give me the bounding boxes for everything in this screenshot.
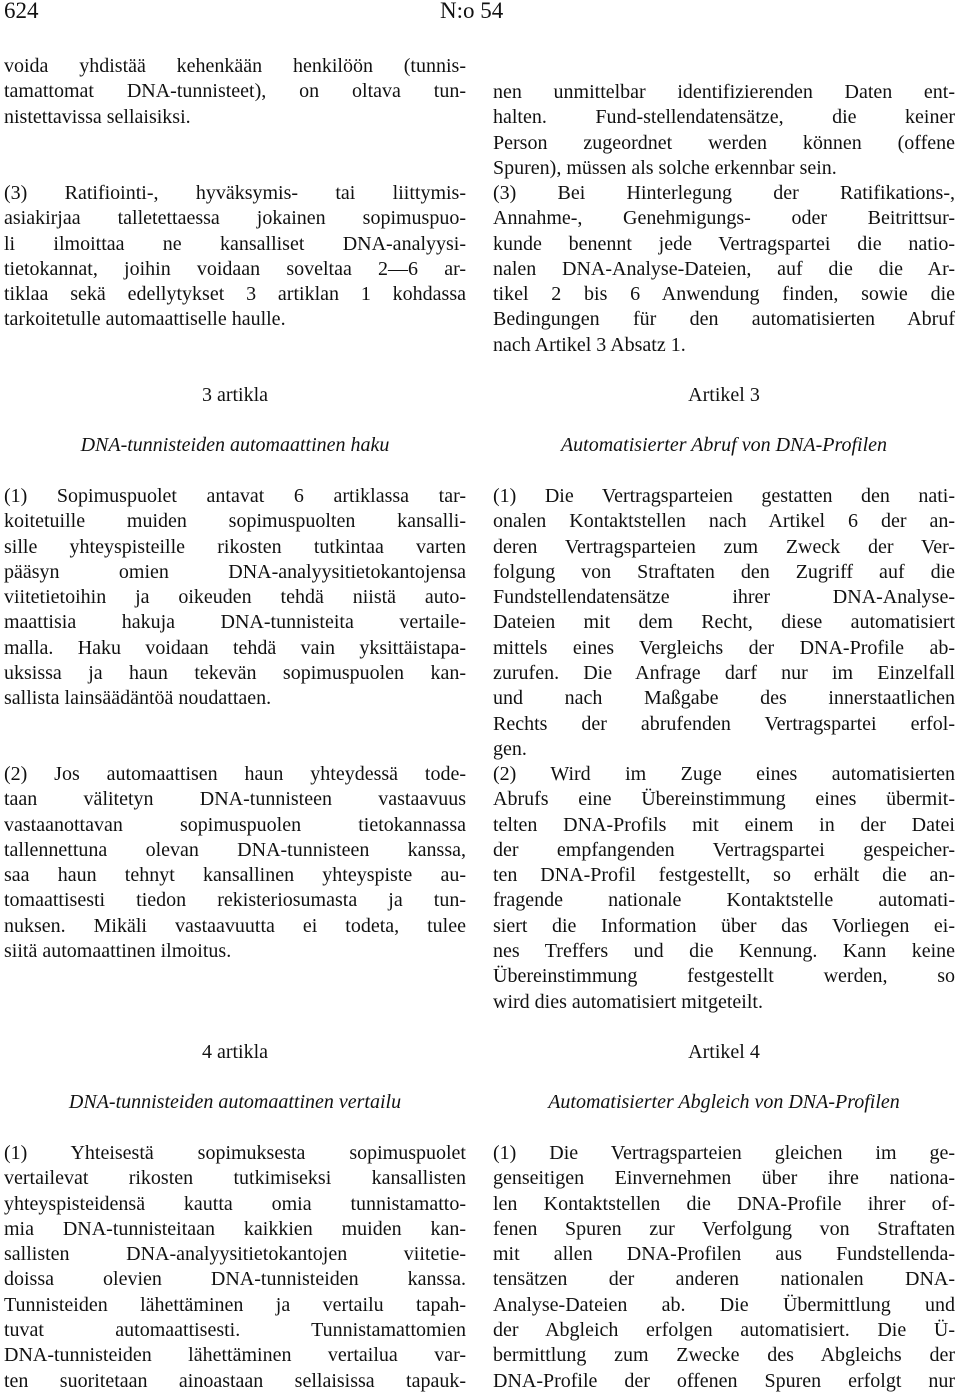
text-line: bermittlung zum Zwecke des Abgleichs der: [493, 1344, 955, 1367]
paragraph: [493, 80, 955, 181]
text-line: zurufen. Die Anfrage darf nur im Einzelfall: [493, 662, 955, 685]
article-title: DNA-tunnisteiden automaattinen haku: [80, 434, 390, 456]
text-line: (1) Sopimuspuolet antavat 6 artiklassa tar-: [4, 485, 466, 507]
text-line: siert die Information über das Vorliegen ei-: [493, 914, 955, 937]
text-line: viitetietoihin ja oikeuden tehdä niistä auto-: [4, 586, 466, 609]
text-line: saa haun tehnyt kansallinen yhteyspiste au-: [4, 864, 466, 887]
text-line: tomaattisesti tiedon rekisteriosumasta ja tun-: [4, 889, 466, 912]
text-line: Dateien mit dem Recht, diese automatisiert: [493, 611, 955, 634]
text-line: malla. Haku voidaan tehdä vain yksittäistapa-: [4, 636, 466, 659]
text-line: Tunnisteiden lähettäminen ja vertailu tapah-: [4, 1293, 466, 1316]
text-line: nes Treffers und die Kennung. Kann keine: [493, 940, 955, 963]
text-line: nalen DNA-Analyse-Dateien, auf die die Ar-: [493, 257, 955, 280]
text-line: vastaanottavan sopimuspuolen tietokannassa: [4, 813, 466, 836]
article-heading: 3 artikla: [201, 384, 269, 406]
text-line: Annahme-, Genehmigungs- oder Beitrittsur-: [493, 207, 955, 230]
text-line: Analyse-Dateien ab. Die Übermittlung und: [493, 1293, 955, 1316]
text-line: der empfangenden Vertragspartei gespeicher-: [493, 838, 955, 861]
text-line: halten. Fund-stellendatensätze, die keiner: [493, 106, 955, 129]
paragraph: [4, 54, 466, 130]
text-line: doissa olevien DNA-tunnisteiden kanssa.: [4, 1268, 466, 1291]
text-line: uksissa ja haun tekevän sopimuspuolen kan-: [4, 662, 466, 685]
paragraph: [493, 484, 955, 762]
text-line: tensätzen der anderen nationalen DNA-: [493, 1268, 955, 1291]
article-title: DNA-tunnisteiden automaattinen vertailu: [68, 1091, 402, 1113]
article-heading: Artikel 3: [688, 384, 760, 406]
text-line: kunde benennt jede Vertragspartei die natio-: [493, 232, 955, 255]
text-line: fenen Spuren zur Verfolgung von Straftaten: [493, 1217, 955, 1240]
text-line: onalen Kontaktstellen nach Artikel 6 der an-: [493, 510, 955, 533]
text-line: nach Artikel 3 Absatz 1.: [493, 333, 686, 356]
text-line: tarkoitetulle automaattiselle haulle.: [4, 308, 286, 331]
text-line: (3) Ratifiointi-, hyväksymis- tai liittymis-: [4, 182, 466, 204]
paragraph: [4, 181, 466, 333]
text-line: DNA-Profile der offenen Spuren erfolgt nur: [493, 1369, 955, 1392]
text-line: tietokannat, joihin voidaan soveltaa 2—6 ar-: [4, 257, 466, 280]
text-line: der Abgleich erfolgen automatisiert. Die Ü-: [493, 1319, 955, 1342]
text-line: tiklaa sekä edellytykset 3 artiklan 1 kohdassa: [4, 283, 466, 306]
paragraph: [4, 484, 466, 712]
text-line: sallista lainsäädäntöä noudattaen.: [4, 687, 272, 710]
paragraph: [4, 762, 466, 964]
text-line: vertailevat rikosten tutkimiseksi kansallisten: [4, 1167, 466, 1190]
text-line: len Kontaktstellen die DNA-Profile ihrer of-: [493, 1192, 955, 1215]
text-line: koitetuille muiden sopimuspuolten kansalli-: [4, 510, 466, 533]
text-line: (1) Die Vertragsparteien gleichen im ge-: [493, 1142, 955, 1164]
article-heading: Artikel 4: [688, 1041, 760, 1063]
text-line: (2) Wird im Zuge eines automatisierten: [493, 763, 955, 785]
text-line: DNA-tunnisteiden lähettäminen vertailua var-: [4, 1344, 466, 1367]
text-line: mia DNA-tunnisteitaan kaikkien muiden kan-: [4, 1217, 466, 1240]
text-line: und nach Maßgabe des innerstaatlichen: [493, 687, 955, 710]
text-line: telten DNA-Profils mit einem in der Datei: [493, 813, 955, 836]
text-line: Person zugeordnet werden können (offene: [493, 131, 955, 154]
text-line: maattisia hakuja DNA-tunnisteita vertaile-: [4, 611, 466, 634]
text-line: voida yhdistää kehenkään henkilöön (tunnis-: [4, 55, 466, 77]
text-line: folgung von Straftaten den Zugriff auf die: [493, 560, 955, 583]
text-line: pääsyn omien DNA-analyysitietokantojensa: [4, 560, 466, 583]
text-line: ten suoritetaan ainoastaan sellaisissa tapauk-: [4, 1369, 466, 1392]
paragraph: [4, 1141, 466, 1394]
text-line: siitä automaattinen ilmoitus.: [4, 940, 232, 963]
text-line: tuvat automaattisesti. Tunnistamattomien: [4, 1319, 466, 1342]
page-number: 624: [4, 0, 39, 23]
text-line: Bedingungen für den automatisierten Abruf: [493, 308, 955, 331]
text-line: Fundstellendatensätze ihrer DNA-Analyse-: [493, 586, 955, 609]
text-line: (1) Yhteisestä sopimuksesta sopimuspuolet: [4, 1142, 466, 1164]
text-line: gen.: [493, 737, 527, 760]
text-line: yhteyspisteidensä kautta omia tunnistamatto-: [4, 1192, 466, 1215]
text-line: nistettavissa sellaisiksi.: [4, 105, 191, 128]
paragraph: [493, 181, 955, 358]
text-line: nuksen. Mikäli vastaavuutta ei todeta, tulee: [4, 914, 466, 937]
text-line: li ilmoittaa ne kansalliset DNA-analyysi-: [4, 232, 466, 255]
text-line: asiakirjaa talletettaessa jokainen sopimuspuo-: [4, 207, 466, 230]
text-line: tamattomat DNA-tunnisteet), on oltava tun-: [4, 80, 466, 103]
text-line: (3) Bei Hinterlegung der Ratifikations-,: [493, 182, 955, 204]
text-line: genseitigen Einvernehmen über ihre nationa-: [493, 1167, 955, 1190]
text-line: Spuren), müssen als solche erkennbar sein.: [493, 156, 837, 179]
article-title: Automatisierter Abgleich von DNA-Profilen: [548, 1091, 900, 1113]
text-line: fragende nationale Kontaktstelle automati-: [493, 889, 955, 912]
paragraph: [493, 1141, 955, 1394]
text-line: mittels eines Vergleichs der DNA-Profile ab-: [493, 636, 955, 659]
issue-number: N:o 54: [440, 0, 504, 23]
text-line: wird dies automatisiert mitgeteilt.: [493, 990, 763, 1013]
text-line: tikel 2 bis 6 Anwendung finden, sowie die: [493, 283, 955, 306]
text-line: tallennettuna olevan DNA-tunnisteen kanssa,: [4, 838, 466, 861]
text-line: taan välitetyn DNA-tunnisteen vastaavuus: [4, 788, 466, 811]
text-line: ten DNA-Profil festgestellt, so erhält die an-: [493, 864, 955, 887]
article-title: Automatisierter Abruf von DNA-Profilen: [560, 434, 888, 456]
text-line: deren Vertragsparteien zum Zweck der Ver-: [493, 535, 955, 558]
article-heading: 4 artikla: [201, 1041, 269, 1063]
text-line: nen unmittelbar identifizierenden Daten ent-: [493, 81, 955, 103]
text-line: sille yhteyspisteille rikosten tutkintaa varten: [4, 535, 466, 558]
text-line: Abrufs eine Übereinstimmung eines übermit-: [493, 788, 955, 811]
text-line: Rechts der abrufenden Vertragspartei erfol-: [493, 712, 955, 735]
text-line: mit allen DNA-Profilen aus Fundstellenda-: [493, 1243, 955, 1266]
text-line: Übereinstimmung festgestellt werden, so: [493, 965, 955, 988]
paragraph: [493, 762, 955, 1015]
text-line: (2) Jos automaattisen haun yhteydessä tode-: [4, 763, 466, 785]
text-line: sallisten DNA-analyysitietokantojen viitetie-: [4, 1243, 466, 1266]
text-line: (1) Die Vertragsparteien gestatten den nati-: [493, 485, 955, 507]
